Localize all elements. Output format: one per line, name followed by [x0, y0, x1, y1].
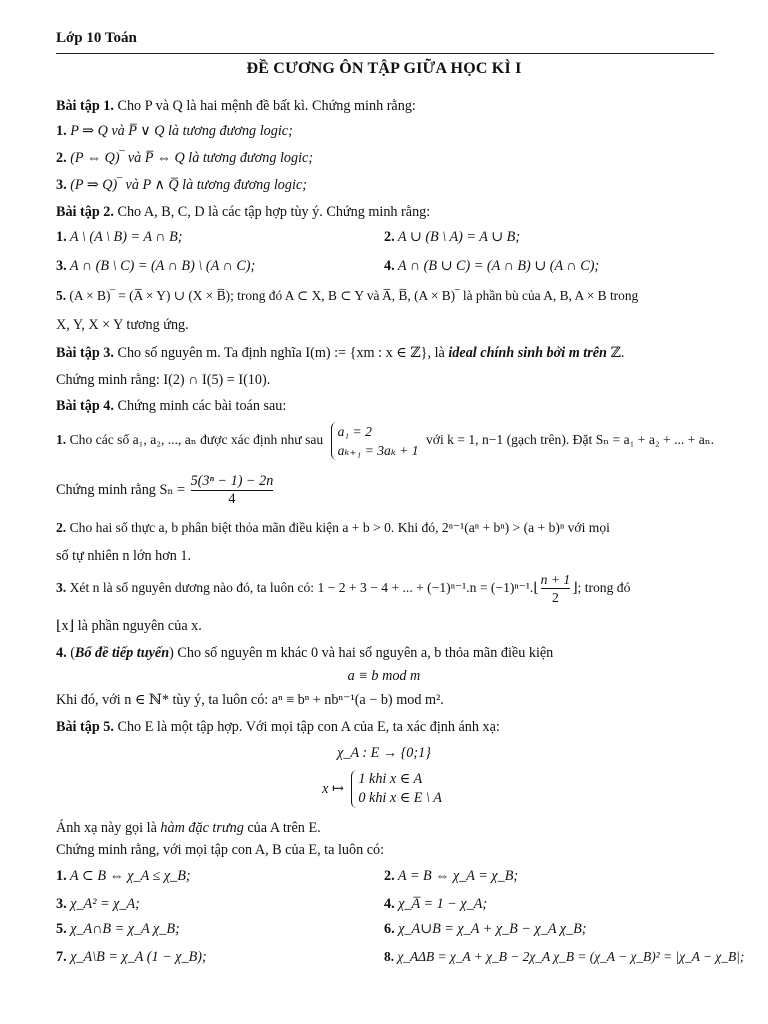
ex1-intro: Bài tập 1. Cho P và Q là hai mệnh đề bất kì. Chứng minh rằng: — [56, 98, 416, 114]
ex2-item-3: 3. A ∩ (B \ C) = (A ∩ B) \ (A ∩ C); — [56, 258, 256, 274]
ex1-label: Bài tập 1. — [56, 98, 114, 114]
ex5-label: Bài tập 5. — [56, 719, 114, 735]
sum-fraction: $\frac{\text{5(3ⁿ − 1) − 2n}}{4}$ — [190, 473, 274, 508]
ex4-label: Bài tập 4. — [56, 398, 114, 414]
ex5-item-7: 7. χ_A\B = χ_A (1 − χ_B); — [56, 949, 207, 965]
ex1-item-1: 1. P ⇒ Q và P̅ ∨ Q là tương đương logic; — [56, 123, 293, 139]
ex3-claim: Chứng minh rằng: I(2) ∩ I(5) = I(10). — [56, 372, 271, 388]
header-label: Lớp 10 Toán — [56, 30, 137, 46]
ex2-item-5: 5. (A × B)‾ = (A̅ × Y) ∪ (X × B̅); trong đó A ⊂ X, B ⊂ Y và A̅, B̅, (A × B)‾ là phần bù của A, B, A × B trong — [56, 288, 639, 303]
congruence-condition: a ≡ b mod m — [347, 668, 421, 684]
ex4-item-2: 2. Cho hai số thực a, b phân biệt thỏa mãn điều kiện a + b > 0. Khi đó, 2ⁿ⁻¹(aⁿ + bⁿ) > (a + b)ⁿ với mọi — [56, 520, 610, 535]
page-title: ĐỀ CƯƠNG ÔN TẬP GIỮA HỌC KÌ I — [246, 60, 522, 77]
ex5-item-3: 3. χ_A² = χ_A; — [56, 896, 140, 912]
ex5-definition: Ánh xạ này gọi là hàm đặc trưng của A trên E. — [56, 820, 321, 836]
ex5-item-2: 2. A = B ⇔ χ_A = χ_B; — [384, 868, 519, 884]
ex4-item-4-result: Khi đó, với n ∈ ℕ* tùy ý, ta luôn có: aⁿ ≡ bⁿ + nbⁿ⁻¹(a − b) mod m². — [56, 692, 444, 708]
ex2-item-1: 1. A \ (A \ B) = A ∩ B; — [56, 229, 183, 245]
ex4-item-4: 4. (Bổ đề tiếp tuyến) Cho số nguyên m khác 0 và hai số nguyên a, b thỏa mãn điều kiện — [56, 645, 554, 661]
ex4-item-1-claim: Chứng minh rằng Sₙ = $\frac{\text{5(3ⁿ − 1) − 2n}}{4}$ — [56, 473, 274, 508]
ex5-item-6: 6. χ_A∪B = χ_A + χ_B − χ_A χ_B; — [384, 921, 587, 937]
ex3-intro: Bài tập 3. Cho số nguyên m. Ta định nghĩa I(m) := {xm : x ∈ ℤ}, là ideal chính sinh bởi m trên ℤ. — [56, 345, 625, 361]
ex2-item-5-cont: X, Y, X × Y tương ứng. — [56, 317, 189, 333]
ex3-label: Bài tập 3. — [56, 345, 114, 361]
ex2-item-4: 4. A ∩ (B ∪ C) = (A ∩ B) ∪ (A ∩ C); — [384, 258, 600, 274]
ex4-intro: Bài tập 4. Chứng minh các bài toán sau: — [56, 398, 287, 414]
header-rule — [56, 53, 714, 54]
ex1-item-2: 2. (P ⇔ Q)‾ và P̅ ⇔ Q là tương đương logic; — [56, 150, 314, 166]
ex4-item-3: 3. Xét n là số nguyên dương nào đó, ta luôn có: 1 − 2 + 3 − 4 + ... + (−1)ⁿ⁻¹.n = (−1)ⁿ⁻¹.⌊ $\frac{n + 1}{2}$ ⌋; trong đó — [56, 572, 631, 606]
ex3-ideal-phrase: ideal chính sinh bởi m trên — [448, 345, 607, 361]
ex5-item-8: 8. χ_AΔB = χ_A + χ_B − 2χ_A χ_B = (χ_A − χ_B)² = |χ_A − χ_B|; — [384, 949, 745, 964]
ex5-item-1: 1. A ⊂ B ⇔ χ_A ≤ χ_B; — [56, 868, 191, 884]
ex4-item-3-cont: ⌊x⌋ là phần nguyên của x. — [56, 618, 202, 634]
recurrence-system: a₁ = 2 aₖ₊₁ = 3aₖ + 1 — [331, 422, 419, 460]
ex4-item-2-cont: số tự nhiên n lớn hơn 1. — [56, 548, 192, 564]
ex1-item-3: 3. (P ⇒ Q)‾ và P ∧ Q̅ là tương đương logic; — [56, 177, 307, 193]
ex5-item-4: 4. χ_A̅ = 1 − χ_A; — [384, 896, 488, 912]
ex4-item-1: 1. Cho các số a₁, a₂, ..., aₙ được xác định như sau a₁ = 2 aₖ₊₁ = 3aₖ + 1 với k = 1, n−1 (gạch trên). Đặt Sₙ = a₁ + a₂ + ... + aₙ. — [56, 423, 715, 458]
ex5-claim: Chứng minh rằng, với mọi tập con A, B của E, ta luôn có: — [56, 842, 385, 858]
ex5-intro: Bài tập 5. Cho E là một tập hợp. Với mọi tập con A của E, ta xác định ánh xạ: — [56, 719, 500, 735]
characteristic-cases: x ↦ 1 khi x ∈ A 0 khi x ∈ E \ A — [322, 771, 442, 806]
ex2-label: Bài tập 2. — [56, 204, 114, 220]
ex5-item-5: 5. χ_A∩B = χ_A χ_B; — [56, 921, 180, 937]
lemma-name: Bổ đề tiếp tuyến — [74, 645, 170, 661]
floor-fraction: $\frac{n + 1}{2}$ — [540, 572, 571, 606]
ex2-intro: Bài tập 2. Cho A, B, C, D là các tập hợp tùy ý. Chứng minh rằng: — [56, 204, 431, 220]
ex2-item-2: 2. A ∪ (B \ A) = A ∪ B; — [384, 229, 521, 245]
characteristic-map: χ_A : E → {0;1} — [337, 745, 431, 761]
